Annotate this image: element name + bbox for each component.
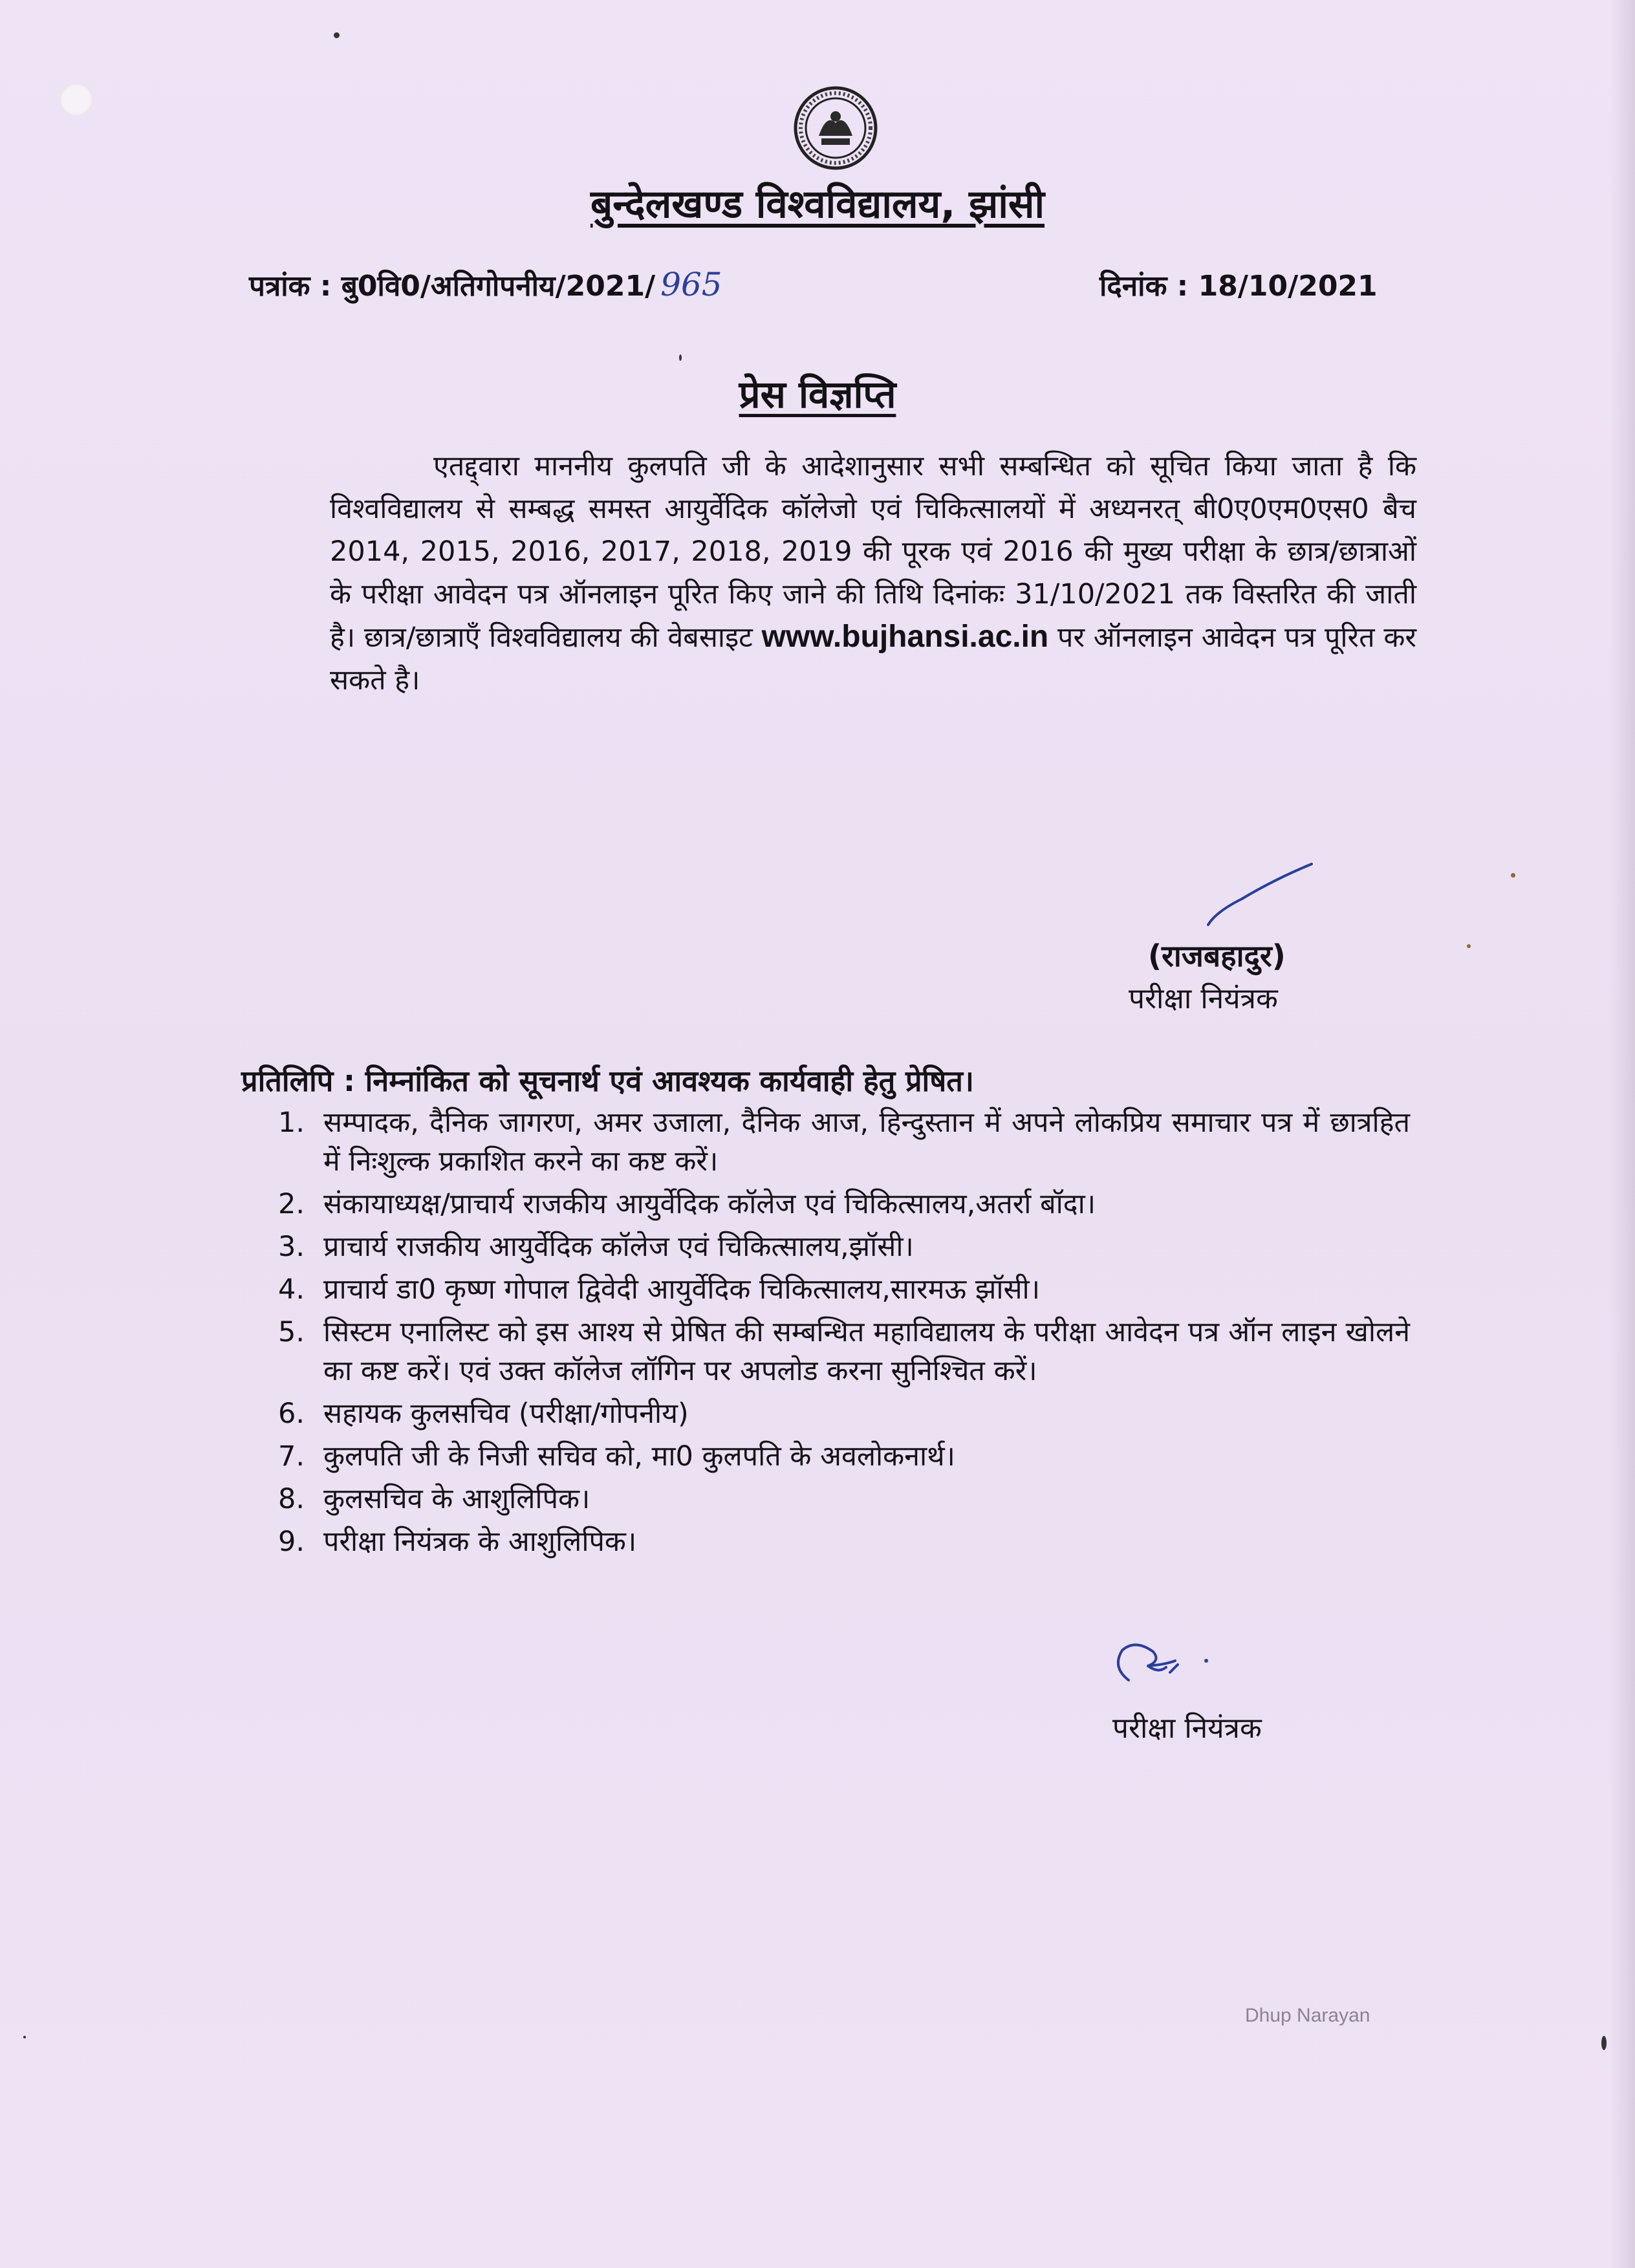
list-item-number: 1.: [278, 1107, 305, 1139]
list-item-number: 6.: [278, 1398, 305, 1430]
list-item-text: संकायाध्यक्ष/प्राचार्य राजकीय आयुर्वेदिक कॉलेज एवं चिकित्सालय,अतर्रा बॉदा।: [323, 1188, 1096, 1220]
document-date: दिनांक : 18/10/2021: [1099, 270, 1378, 303]
punch-hole: [60, 83, 93, 116]
list-item: [278, 1313, 1410, 1390]
list-item: [278, 1103, 1410, 1181]
list-item-text: सिस्टम एनालिस्ट को इस आश्य से प्रेषित की सम्बन्धित महाविद्यालय के परीक्षा आवेदन पत्र ऑन लाइन खोलने का कष्ट करें। एवं उक्त कॉलेज लॉगिन पर अपलोड करना सुनिश्चित करें।: [323, 1316, 1410, 1387]
university-seal-icon: [793, 85, 878, 171]
copy-to-heading: प्रतिलिपि : निम्नांकित को सूचनार्थ एवं आवश्यक कार्यवाही हेतु प्रेषित।: [241, 1064, 974, 1098]
list-item-number: 2.: [278, 1188, 305, 1220]
press-release-heading: प्रेस विज्ञप्ति: [739, 373, 896, 416]
ink-speck: [1601, 2036, 1607, 2050]
list-item-text: कुलसचिव के आशुलिपिक।: [323, 1483, 590, 1515]
copy-recipients-list: [278, 1103, 1410, 1565]
website-url: www.bujhansi.ac.in: [761, 620, 1049, 654]
list-item-number: 4.: [278, 1273, 305, 1306]
list-item-text: परीक्षा नियंत्रक के आशुलिपिक।: [323, 1526, 637, 1558]
list-item: [278, 1185, 1410, 1224]
list-item-text: सम्पादक, दैनिक जागरण, अमर उजाला, दैनिक आज, हिन्दुस्तान में अपने लोकप्रिय समाचार पत्र में छात्रहित में निःशुल्क प्रकाशित करने का कष्ट करें।: [323, 1107, 1410, 1178]
list-item: [278, 1394, 1410, 1433]
signature-mark: [1203, 860, 1319, 931]
signatory-designation: परीक्षा नियंत्रक: [1129, 982, 1278, 1015]
list-item-text: प्राचार्य राजकीय आयुर्वेदिक कॉलेज एवं चिकित्सालय,झॉसी।: [323, 1231, 914, 1263]
list-item-number: 5.: [278, 1316, 305, 1348]
list-item: [278, 1270, 1410, 1309]
reference-number: [249, 265, 722, 304]
initials-signature: [1103, 1635, 1213, 1700]
ink-speck: [23, 2036, 26, 2038]
list-item-number: 7.: [278, 1440, 305, 1473]
list-item: [278, 1522, 1410, 1561]
list-item-text: प्राचार्य डा0 कृष्ण गोपाल द्विवेदी आयुर्वेदिक चिकित्सालय,सारमऊ झॉसी।: [323, 1273, 1040, 1306]
page-edge-shadow: [1609, 0, 1635, 2268]
list-item-text: कुलपति जी के निजी सचिव को, मा0 कुलपति के अवलोकनार्थ।: [323, 1440, 955, 1473]
list-item-number: 3.: [278, 1231, 305, 1263]
ink-speck: [679, 354, 682, 361]
list-item: [278, 1480, 1410, 1518]
list-item-number: 9.: [278, 1526, 305, 1558]
footer-designation: परीक्षा नियंत्रक: [1112, 1712, 1262, 1745]
ink-speck: [334, 32, 340, 38]
list-item-text: सहायक कुलसचिव (परीक्षा/गोपनीय): [323, 1398, 689, 1430]
operator-stamp: Dhup Narayan: [1245, 2005, 1370, 2026]
press-release-body: [330, 445, 1416, 702]
university-title: बुन्देलखण्ड विश्वविद्यालय, झांसी: [590, 182, 1045, 227]
ink-speck: [1511, 873, 1515, 878]
list-item: [278, 1227, 1410, 1266]
reference-label: पत्रांक : बु0वि0/अतिगोपनीय/2021/: [249, 270, 656, 303]
list-item-number: 8.: [278, 1483, 305, 1515]
signatory-name: (राजबहादुर): [1148, 938, 1286, 973]
handwritten-reference-number: 965: [660, 266, 722, 303]
body-text-before-url: एतद्द्वारा माननीय कुलपति जी के आदेशानुसार सभी सम्बन्धित को सूचित किया जाता है कि विश्वविद्यालय से सम्बद्ध समस्त आयुर्वेदिक कॉलेजो एवं चिकित्सालयों में अध्यनरत् बी0ए0एम0एस0 बैच 2014, 2015, 2016, 2017, 2018, 2019 की पूरक एवं 2016 की मुख्य परीक्षा के छात्र/छात्राओं के परीक्षा आवेदन पत्र ऑनलाइन पूरित किए जाने की तिथि दिनांकः 31/10/2021 तक विस्तरित की जाती है। छात्र/छात्राएँ विश्वविद्यालय की वेबसाइट: [330, 450, 1416, 654]
ink-speck: [1467, 944, 1471, 948]
list-item: [278, 1437, 1410, 1476]
body-text-after-url: पर ऑनलाइन आवेदन पत्र पूरित कर सकते है।: [330, 621, 1416, 697]
